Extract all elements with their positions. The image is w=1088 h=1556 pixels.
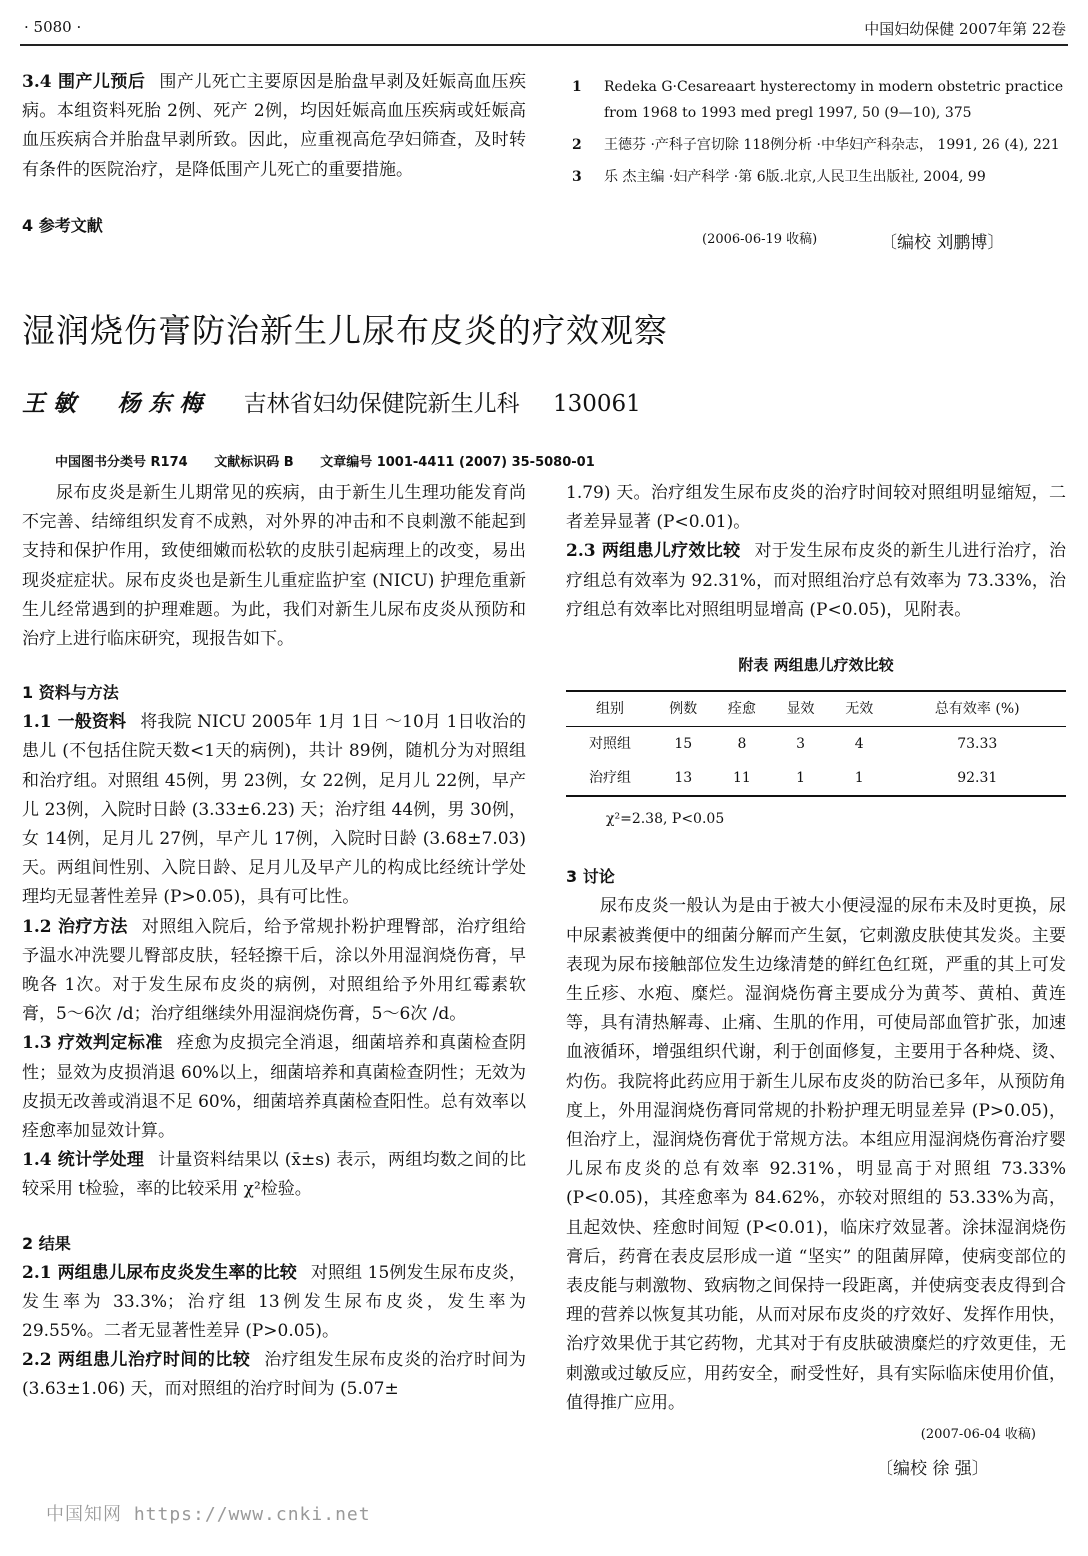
table-header-row — [566, 691, 1066, 727]
reference-item — [566, 74, 1066, 126]
section-2-2-text: 治疗组发生尿布皮炎的治疗时间为 (3.63±1.06) 天，而对照组的治疗时间为 (5.07± — [22, 1350, 526, 1400]
results-table-block — [566, 651, 1066, 834]
intro-paragraph: 尿布皮炎是新生儿期常见的疾病，由于新生儿生理功能发育尚不完善、结缔组织发育不成熟，对外界的冲击和不良刺激不能起到支持和保护作用，致使细嫩而松软的皮肤引起病理上的改变，易出现炎症症状。尿布皮炎也是新生儿重症监护室 (NICU) 护理危重新生儿经常遇到的护理难题。为此，我们对新生儿尿布皮炎从预防和治疗上进行临床研究，现报告如下。 — [22, 483, 526, 650]
table-cell: 15 — [674, 735, 693, 752]
postcode: 130061 — [552, 391, 641, 417]
prev-received-date: (2006-06-19 收稿) — [702, 232, 818, 247]
section-2-2-heading: 2.2 两组患儿治疗时间的比较 — [22, 1350, 251, 1371]
table-header-cell: 痊愈 — [727, 700, 756, 717]
reference-number: 3 — [572, 169, 582, 185]
table-cell: 13 — [674, 769, 693, 786]
table-cell: 治疗组 — [588, 769, 631, 786]
section-1-3-text: 痊愈为皮损完全消退，细菌培养和真菌检查阴性；显效为皮损消退 60%以上，细菌培养和真菌检查阴性；无效为皮损无改善或消退不足 60%，细菌培养真菌检查阳性。总有效率以痊愈率加显效计算。 — [22, 1033, 526, 1142]
section-2-1-heading: 2.1 两组患儿尿布皮炎发生率的比较 — [22, 1262, 297, 1283]
right-column — [566, 479, 1066, 1484]
table-cell: 11 — [733, 769, 751, 786]
table-header-cell: 总有效率 (%) — [934, 700, 1020, 717]
section-2-3-heading: 2.3 两组患儿疗效比较 — [566, 541, 741, 562]
table-cell: 1 — [854, 769, 864, 786]
article-title: 湿润烧伤膏防治新生儿尿布皮炎的疗效观察 — [22, 311, 668, 350]
table-caption: 附表 两组患儿疗效比较 — [738, 656, 894, 675]
section-3-4-text: 围产儿死亡主要原因是胎盘早剥及妊娠高血压疾病。本组资料死胎 2例、死产 2例，均因妊娠高血压疾病或妊娠高血压疾病合并胎盘早剥所致。因此，应重视高危孕妇筛查，及时转有条件的医院治疗，是降低围产儿死亡的重要措施。 — [22, 72, 527, 180]
section-1-2-text: 对照组入院后，给予常规扑粉护理臀部，治疗组给予温水冲洗婴儿臀部皮肤，轻轻擦干后，涂以外用湿润烧伤膏，早晚各 1次。对于发生尿布皮炎的病例，对照组给予外用红霉素软膏，5～6次 /d；治疗组继续外用湿润烧伤膏，5～6次 /d。 — [22, 916, 527, 1025]
editor: 〔编校 徐 强〕 — [876, 1459, 989, 1480]
reference-text: 乐 杰主编 ·妇产科学 ·第 6版.北京,人民卫生出版社, 2004, 99 — [604, 169, 986, 185]
prev-article-section — [22, 68, 526, 240]
table-cell: 73.33 — [957, 735, 998, 752]
section-1-heading: 1 资料与方法 — [22, 683, 119, 703]
section-1-2-heading: 1.2 治疗方法 — [22, 916, 128, 937]
table-cell: 对照组 — [588, 735, 631, 752]
references-heading: 4 参考文献 — [22, 215, 103, 235]
article-number: 文章编号 1001-4411 (2007) 35-5080-01 — [320, 455, 595, 470]
reference-text: 王德芬 ·产科子宫切除 118例分析 ·中华妇产科杂志， 1991, 26 (4), 221 — [604, 137, 1060, 153]
reference-item — [566, 132, 1066, 158]
section-1-1-text: 将我院 NICU 2005年 1月 1日 ～10月 1日收治的患儿 (不包括住院天数<1天的病例)，共计 89例，随机分为对照组和治疗组。对照组 45例，男 23例，女 22例，足月儿 22例，早产儿 23例，入院时日龄 (3.33±6.23) 天；治疗组 44例，男 30例，女 14例，足月儿 27例，早产儿 17例，入院时日龄 (3.68±7.03) 天。两组间性别、入院日龄、足月儿及早产儿的构成比经统计学处理均无显著性差异 (P>0.05)，具有可比性。 — [22, 712, 526, 908]
table-note: χ²=2.38, P<0.05 — [606, 811, 725, 828]
table-cell: 1 — [796, 769, 806, 786]
cnki-watermark: 中国知网 https://www.cnki.net — [46, 1504, 371, 1525]
section-2-2-continued: 1.79) 天。治疗组发生尿布皮炎的治疗时间较对照组明显缩短，二者差异显著 (P<0.01)。 — [566, 483, 1066, 533]
section-1-1-heading: 1.1 一般资料 — [22, 712, 127, 733]
clc-number: 中国图书分类号 R174 — [55, 455, 188, 470]
section-3-heading: 3 讨论 — [566, 867, 615, 887]
header-rule — [20, 44, 1068, 46]
section-2-heading: 2 结果 — [22, 1233, 71, 1253]
document-code: 文献标识码 B — [214, 455, 294, 470]
journal-header: 中国妇幼保健 2007年第 22卷 — [864, 20, 1066, 38]
section-1-3-heading: 1.3 疗效判定标准 — [22, 1033, 163, 1054]
classification-line — [55, 451, 617, 470]
table-row — [566, 727, 1066, 762]
section-3-4-heading: 3.4 围产儿预后 — [22, 72, 146, 92]
left-column — [22, 479, 526, 1405]
table-row — [566, 761, 1066, 796]
table-cell: 92.31 — [957, 769, 998, 786]
reference-number: 1 — [572, 79, 582, 95]
section-1-4-heading: 1.4 统计学处理 — [22, 1150, 145, 1171]
affiliation: 吉林省妇幼保健院新生儿科 — [243, 391, 520, 417]
received-date: (2007-06-04 收稿) — [920, 1427, 1036, 1443]
table-cell: 4 — [854, 735, 864, 752]
reference-item — [566, 164, 1066, 190]
author-yang-dongmei: 杨东梅 — [117, 390, 211, 417]
author-line — [22, 385, 641, 418]
reference-number: 2 — [572, 137, 582, 153]
table-cell: 8 — [737, 735, 747, 752]
results-table — [566, 690, 1066, 797]
page-number: · 5080 · — [24, 18, 82, 36]
reference-list — [566, 74, 1066, 196]
table-header-cell: 组别 — [595, 700, 624, 717]
section-1-4-text: 计量资料结果以 (x̄±s) 表示，两组均数之间的比较采用 t检验，率的比较采用 χ²检验。 — [22, 1150, 526, 1200]
table-header-cell: 例数 — [669, 700, 698, 717]
prev-editor: 〔编校 刘鹏博〕 — [880, 233, 1005, 253]
author-wang-min: 王敏 — [22, 390, 84, 417]
reference-text: Redeka G·Cesareaart hysterectomy in modern obstetric practice from 1968 to 1993 med pregl 1997, 50 (9—10), 375 — [604, 79, 1064, 121]
section-2-3-text: 对于发生尿布皮炎的新生儿进行治疗，治疗组总有效率为 92.31%，而对照组治疗总有效率为 73.33%，治疗组总有效率比对照组明显增高 (P<0.05)，见附表。 — [566, 541, 1066, 620]
table-header-cell: 显效 — [786, 700, 815, 717]
table-header-cell: 无效 — [845, 700, 874, 717]
table-cell: 3 — [796, 735, 806, 752]
section-2-1-text: 对照组 15例发生尿布皮炎，发生率为 33.3%；治疗组 13例发生尿布皮炎，发生率为 29.55%。二者无显著性差异 (P>0.05)。 — [22, 1262, 526, 1342]
discussion-paragraph: 尿布皮炎一般认为是由于被大小便浸湿的尿布未及时更换，尿中尿素被粪便中的细菌分解而产生氨，它刺激皮肤使其发炎。主要表现为尿布接触部位发生边缘清楚的鲜红色红斑，严重的其上可发生丘疹、水疱、糜烂。湿润烧伤膏主要成分为黄芩、黄柏、黄连等，具有清热解毒、止痛、生肌的作用，可使局部血管扩张，加速血液循环，增强组织代谢，利于创面修复，主要用于各种烧、烫、灼伤。我院将此药应用于新生儿尿布皮炎的防治已多年，从预防角度上，外用湿润烧伤膏同常规的扑粉护理无明显差异 (P>0.05)，但治疗上，湿润烧伤膏优于常规方法。本组应用湿润烧伤膏治疗婴儿尿布皮炎的总有效率 92.31%，明显高于对照组 73.33% (P<0.05)，其痊愈率为 84.62%，亦较对照组的 53.33%为高，且起效快、痊愈时间短 (P<0.01)，临床疗效显著。涂抹湿润烧伤膏后，药膏在表皮层形成一道 “坚实” 的阻菌屏障，使病变部位的表皮能与刺激物、致病物之间保持一段距离，并使病变表皮得到合理的营养以恢复其功能，从而对尿布皮炎的疗效好、发挥作用快，治疗效果优于其它药物，尤其对于有皮肤破溃糜烂的疗效更佳，无刺激或过敏反应，用药安全，耐受性好，具有实际临床使用价值，值得推广应用。 — [566, 896, 1066, 1413]
